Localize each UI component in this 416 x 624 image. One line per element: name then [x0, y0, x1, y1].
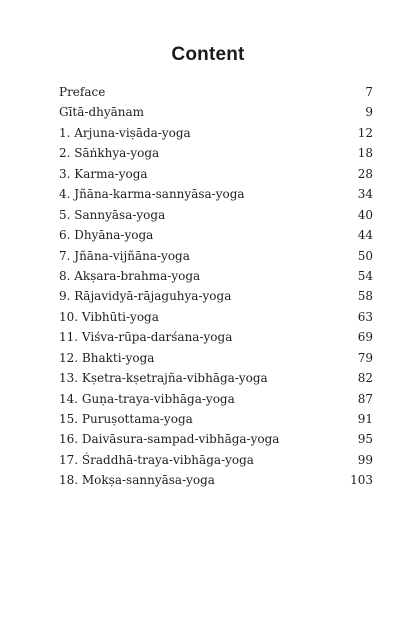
toc-entry-label: 2. Sāṅkhya-yoga [59, 146, 160, 161]
toc-entry-label: 5. Sannyāsa-yoga [59, 207, 166, 222]
toc-entry-label: 4. Jñāna-karma-sannyāsa-yoga [59, 187, 245, 202]
toc-entry-label: 12. Bhakti-yoga [59, 350, 155, 365]
toc-entry-label: 11. Viśva-rūpa-darśana-yoga [59, 330, 233, 345]
toc-entry-page: 34 [357, 187, 373, 202]
toc-entry-chapter-9 [59, 286, 373, 306]
toc-entry-label: 16. Daivāsura-sampad-vibhāga-yoga [59, 432, 280, 447]
toc-entry-chapter-4 [59, 184, 373, 204]
toc-entry-page: 79 [357, 350, 373, 365]
toc-entry-chapter-3 [59, 164, 373, 184]
toc-entry-chapter-7 [59, 246, 373, 266]
toc-entry-label: Preface [59, 85, 106, 99]
toc-entry-page: 63 [357, 309, 373, 324]
toc-entry-label: 14. Guṇa-traya-vibhāga-yoga [59, 391, 235, 406]
toc-entry-page: 87 [357, 391, 373, 406]
toc-entry-page: 58 [357, 289, 373, 304]
toc-entry-chapter-13 [59, 368, 373, 388]
toc-entry-page: 99 [357, 452, 373, 467]
toc-entry-page: 18 [357, 146, 373, 161]
toc-entry-chapter-16 [59, 429, 373, 449]
toc-entry-label: 3. Karma-yoga [59, 166, 148, 181]
toc-entry-chapter-2 [59, 143, 373, 163]
toc-entry-page: 103 [350, 473, 373, 488]
toc-entry-label: 15. Puruṣottama-yoga [59, 412, 193, 426]
toc-entry-chapter-5 [59, 205, 373, 225]
toc-entry-page: 50 [357, 248, 373, 263]
toc-entry-label: 7. Jñāna-vijñāna-yoga [59, 248, 190, 263]
toc-entry-chapter-18 [59, 470, 373, 490]
toc-entry-label: 13. Kṣetra-kṣetrajña-vibhāga-yoga [59, 371, 268, 386]
toc-entry-page: 7 [365, 85, 373, 99]
toc-entry-page: 12 [357, 125, 373, 140]
toc-entry-label: Gītā-dhyānam [59, 105, 145, 120]
toc-entry-page: 28 [357, 166, 373, 181]
page-title: Content [171, 44, 245, 65]
toc-entry-chapter-15 [59, 409, 373, 429]
toc-entry-label: 9. Rājavidyā-rājaguhya-yoga [59, 289, 232, 304]
toc-entry-page: 54 [357, 268, 373, 283]
toc-entry-chapter-8 [59, 266, 373, 286]
toc-entry-chapter-12 [59, 348, 373, 368]
toc-entry-page: 95 [357, 432, 373, 447]
toc-entry-label: 1. Arjuna-viṣāda-yoga [59, 125, 191, 140]
toc-entry-label: 10. Vibhūti-yoga [59, 309, 159, 324]
toc-entry-label: 8. Akṣara-brahma-yoga [59, 268, 201, 283]
toc-entry-label: 6. Dhyāna-yoga [59, 228, 154, 243]
toc-entry-label: 18. Mokṣa-sannyāsa-yoga [59, 473, 215, 488]
toc-entry-page: 9 [365, 105, 373, 120]
toc-entry-chapter-14 [59, 389, 373, 409]
toc-entry-page: 82 [357, 371, 373, 386]
toc-entry-chapter-6 [59, 225, 373, 245]
toc-entry-page: 69 [357, 330, 373, 345]
toc-entry-label: 17. Śraddhā-traya-vibhāga-yoga [59, 452, 254, 467]
toc-entry-chapter-1 [59, 123, 373, 143]
table-of-contents [59, 82, 373, 491]
toc-entry-chapter-10 [59, 307, 373, 327]
toc-entry-page: 44 [357, 228, 373, 243]
toc-entry-page: 91 [357, 412, 373, 426]
toc-entry-page: 40 [357, 207, 373, 222]
toc-entry-preface [59, 82, 373, 102]
toc-entry-chapter-11 [59, 327, 373, 347]
toc-entry-chapter-17 [59, 450, 373, 470]
toc-entry-gita-dhyanam [59, 102, 373, 122]
